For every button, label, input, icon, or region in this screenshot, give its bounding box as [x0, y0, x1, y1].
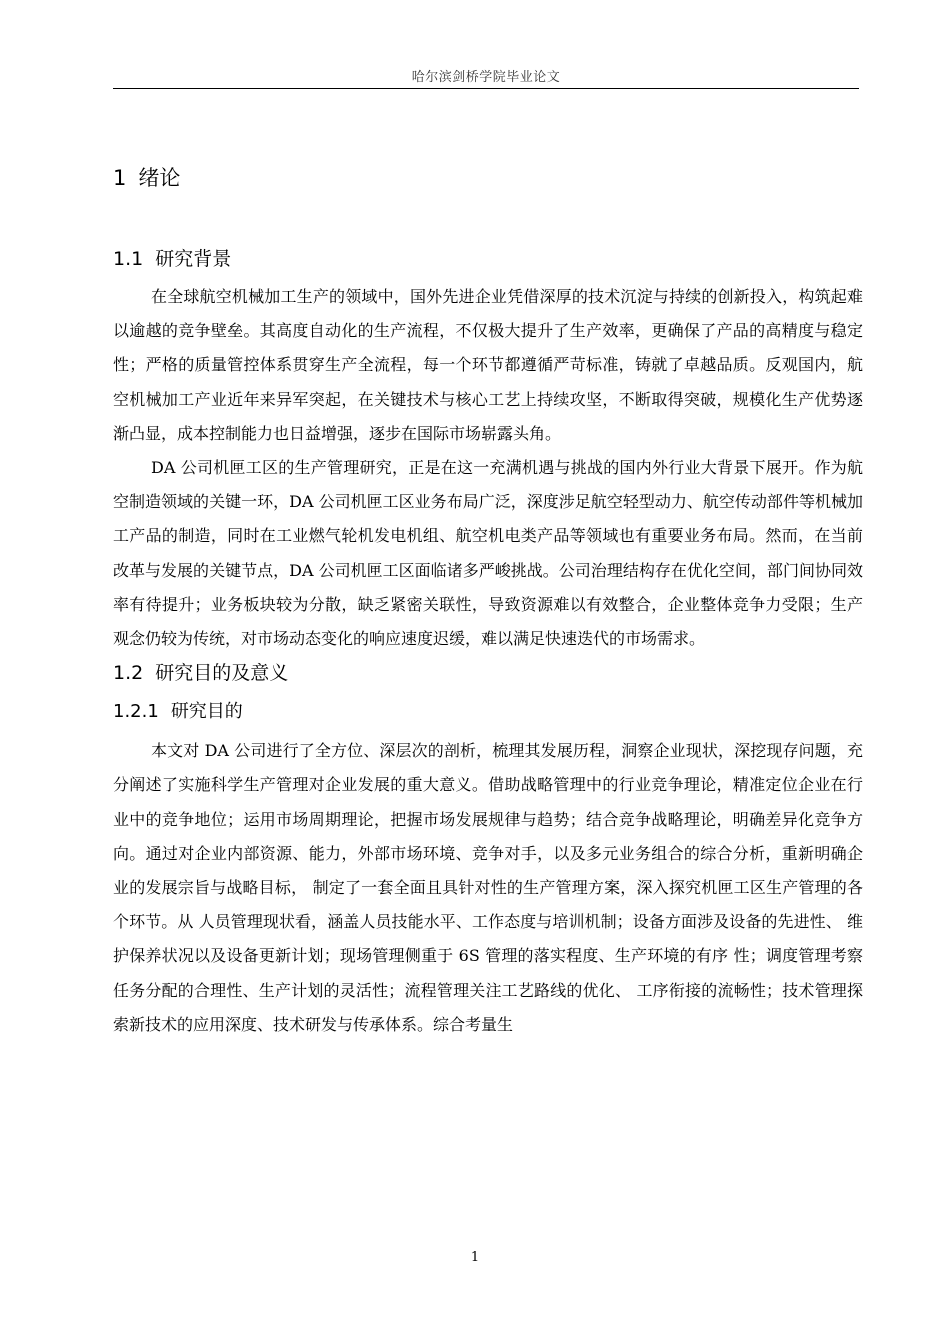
section-1-2-1-title: 研究目的 [170, 701, 243, 723]
section-1-2-heading [113, 656, 863, 690]
section-1-2-1-heading [113, 696, 863, 728]
section-1-1-number: 1.1 [113, 248, 144, 270]
section-1-2-title: 研究目的及意义 [155, 662, 289, 685]
paragraph-background-2: DA 公司机匣工区的生产管理研究，正是在这一充满机遇与挑战的国内外行业大背景下展开。作为航空制造领域的关键一环，DA 公司机匣工区业务布局广泛，深度涉足航空轻型动力、航空传动部件等机械加工产品的制造，同时在工业燃气轮机发电机组、航空机电类产品等领域也有重要业务布局。然而，在当前改革与发展的关键节点，DA 公司机匣工区面临诸多严峻挑战。公司治理结构存在优化空间，部门间协同效率有待提升；业务板块较为分散，缺乏紧密关联性，导致资源难以有效整合，企业整体竞争力受限；生产观念仍较为传统，对市场动态变化的响应速度迟缓，难以满足快速迭代的市场需求。 [113, 458, 863, 649]
section-1-2-1-number: 1.2.1 [113, 701, 159, 723]
chapter-title: 绪论 [138, 166, 181, 190]
section-1-1-title: 研究背景 [155, 248, 232, 270]
paragraph-purpose-1: 本文对 DA 公司进行了全方位、深层次的剖析，梳理其发展历程，洞察企业现状，深挖现存问题，充分阐述了实施科学生产管理对企业发展的重大意义。借助战略管理中的行业竞争理论，精准定位企业在行业中的竞争地位；运用市场周期理论，把握市场发展规律与趋势；结合竞争战略理论，明确差异化竞争方向。通过对企业内部资源、能力，外部市场环境、竞争对手，以及多元业务组合的综合分析，重新明确企业的发展宗旨与战略目标， 制定了一套全面且具针对性的生产管理方案，深入探究机匣工区生产管理的各个环节。从 人员管理现状看，涵盖人员技能水平、工作态度与培训机制；设备方面涉及设备的先进性、 维护保养状况以及设备更新计划；现场管理侧重于 6S 管理的落实程度、生产环境的有序 性；调度管理考察任务分配的合理性、生产计划的灵活性；流程管理关注工艺路线的优化、 工序衔接的流畅性；技术管理探索新技术的应用深度、技术研发与传承体系。综合考量生 [113, 741, 863, 1034]
page-number: 1 [470, 1250, 480, 1265]
header-rule [113, 88, 859, 89]
running-header: 哈尔滨剑桥学院毕业论文 [411, 70, 561, 85]
chapter-heading [113, 160, 863, 196]
section-1-2-number: 1.2 [113, 662, 144, 685]
chapter-number: 1 [113, 166, 127, 190]
paragraph-background-1: 在全球航空机械加工生产的领域中，国外先进企业凭借深厚的技术沉淀与持续的创新投入，构筑起难以逾越的竞争壁垒。其高度自动化的生产流程，不仅极大提升了生产效率，更确保了产品的高精度与稳定性；严格的质量管控体系贯穿生产全流程，每一个环节都遵循严苛标准，铸就了卓越品质。反观国内，航空机械加工产业近年来异军突起，在关键技术与核心工艺上持续攻坚，不断取得突破，规模化生产优势逐渐凸显，成本控制能力也日益增强，逐步在国际市场崭露头角。 [113, 287, 863, 443]
page-body [113, 160, 863, 1042]
section-1-1-heading [113, 242, 863, 276]
